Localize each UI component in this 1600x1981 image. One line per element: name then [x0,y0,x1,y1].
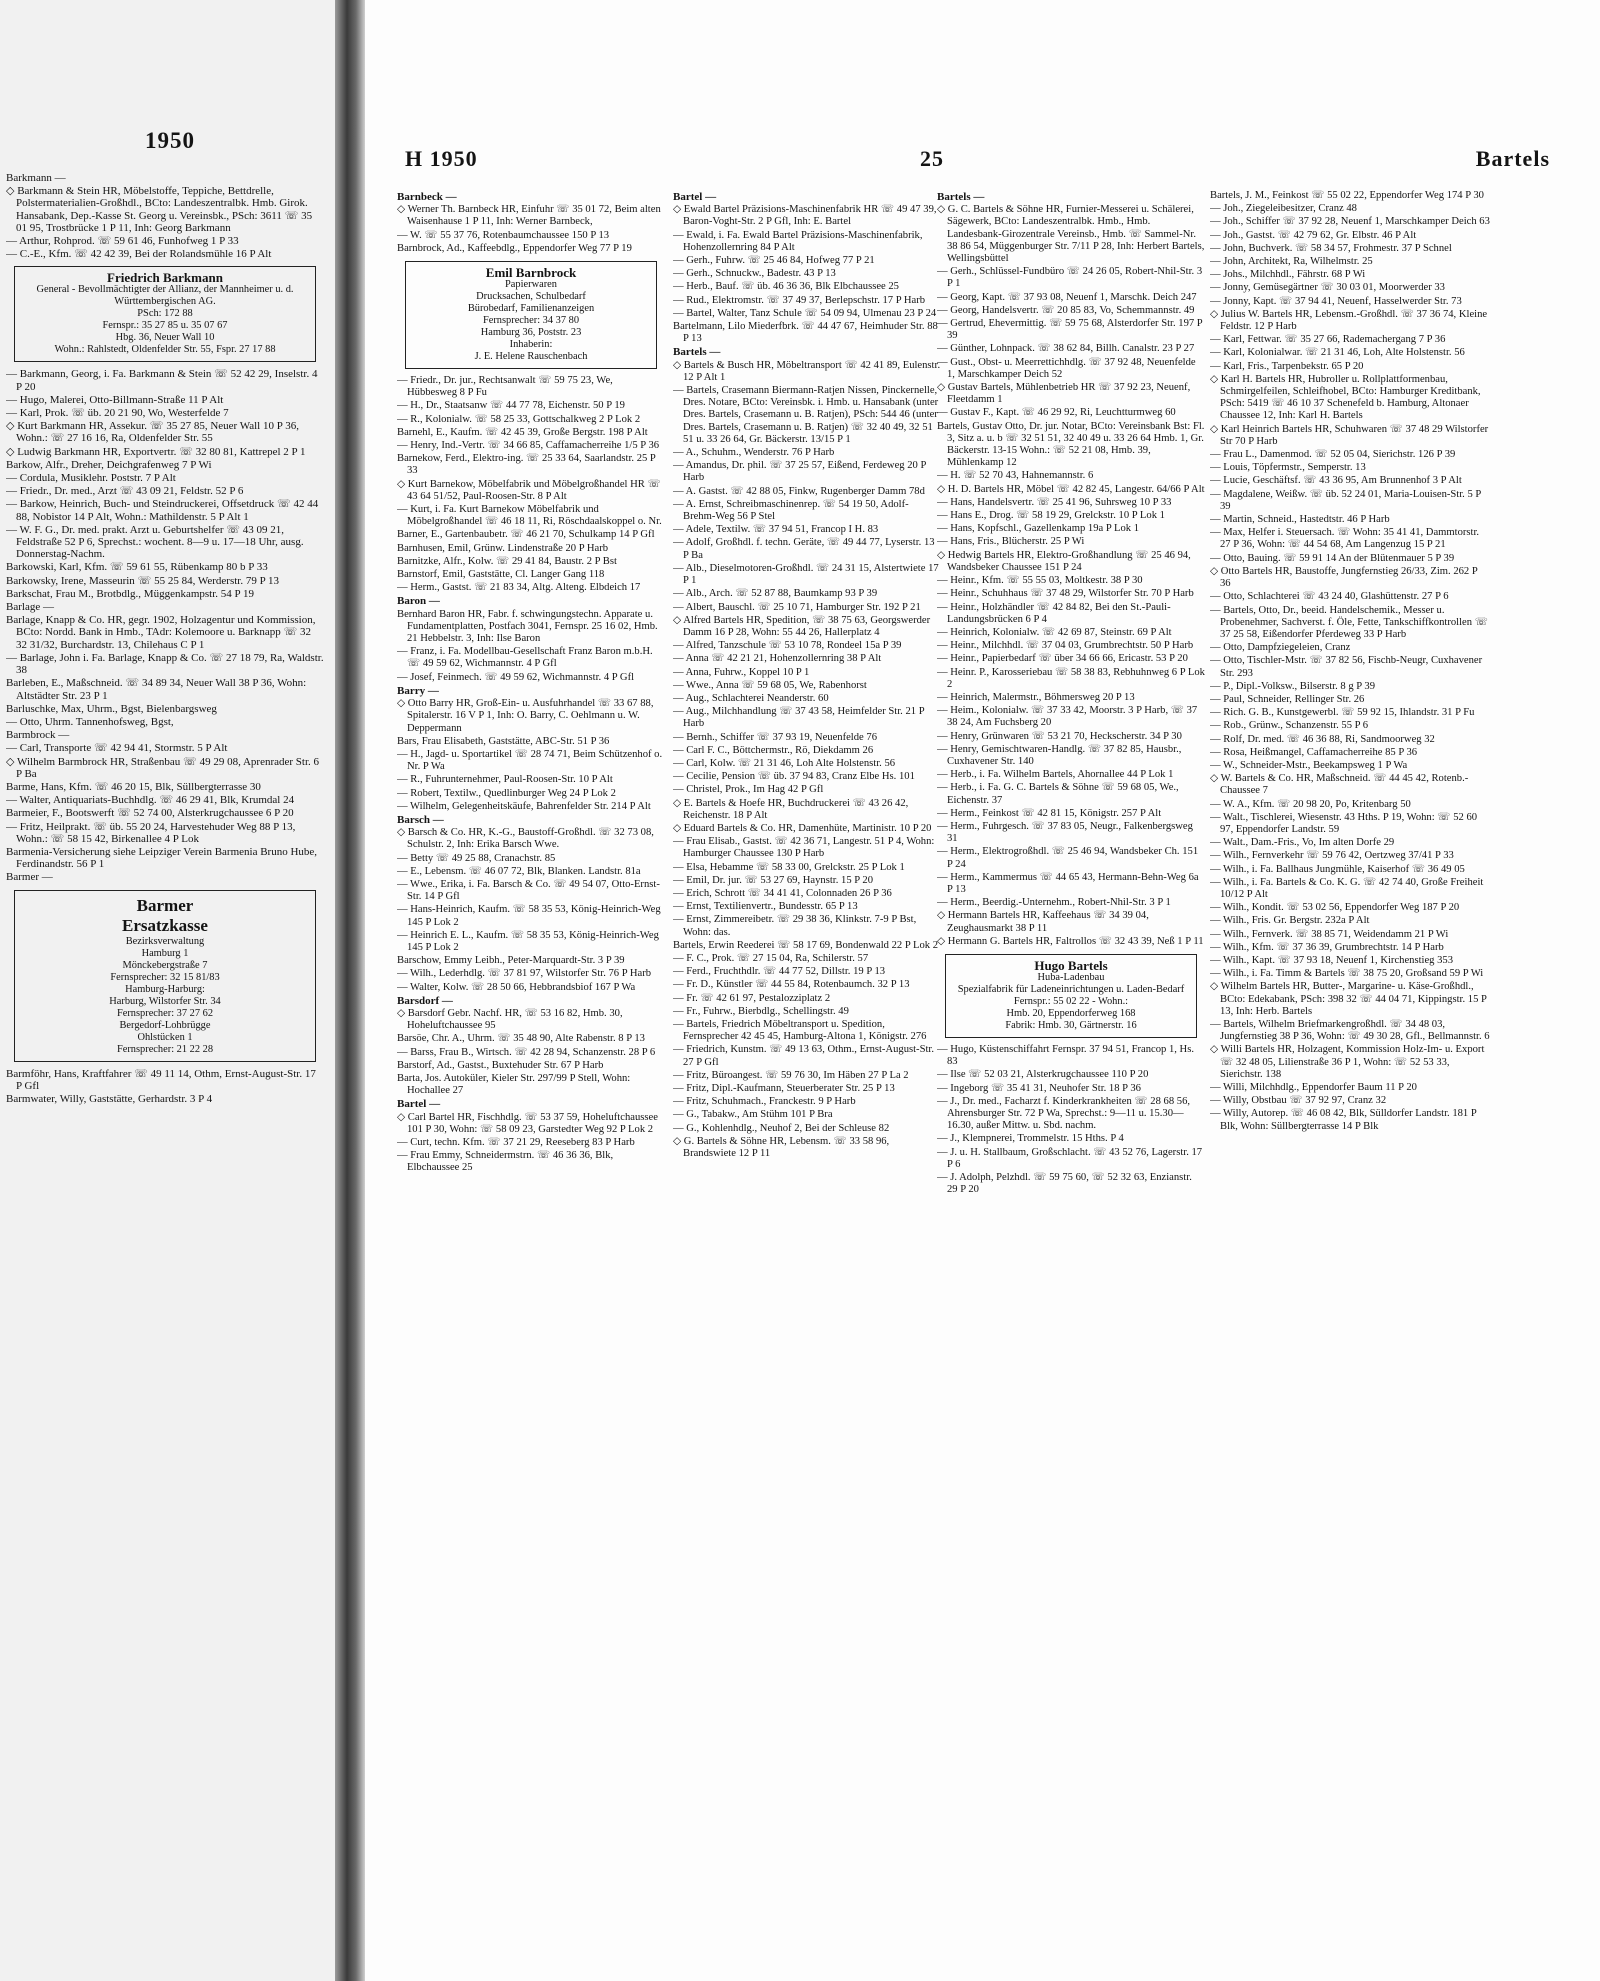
advert-line: Hbg. 36, Neuer Wall 10 [115,332,215,344]
directory-entry: — Carl, Kolw. ☏ 21 31 46, Loh Alte Holstenstr. 56 [673,757,896,769]
directory-entry: Barstorf, Ad., Gastst., Buxtehuder Str. 67 P Harb [397,1059,604,1071]
left-page-column [6,172,324,1106]
directory-entry: — E., Lebensm. ☏ 46 07 72, Blk, Blanken. Landstr. 81a [397,865,641,877]
directory-entry: Barmer — [6,871,53,884]
directory-entry: ◇ Kurt Barkmann HR, Assekur. ☏ 35 27 85, Neuer Wall 10 P 36, Wohn.: ☏ 27 16 16, Ra, Oldenfelder Str. 55 [6,420,299,445]
directory-entry: — Walter, Antiquariats-Buchhdlg. ☏ 46 29 41, Blk, Krumdal 24 [6,794,295,807]
directory-entry: — Gerh., Fuhrw. ☏ 25 46 84, Hofweg 77 P 21 [673,255,875,267]
advert-line: Ersatzkasse [122,915,208,935]
directory-entry: — Emil, Dr. jur. ☏ 53 27 69, Haynstr. 15 P 20 [673,874,874,886]
directory-entry: — Hans, Kopfschl., Gazellenkamp 19a P Lok 1 [937,523,1140,535]
advert-title: Emil Barnbrock [485,265,577,281]
directory-entry: — Curt, techn. Kfm. ☏ 37 21 29, Reeseberg 83 P Harb [397,1137,635,1148]
directory-entry: — Wilh., Fernverkehr ☏ 59 76 42, Oertzweg 37/41 P 33 [1210,850,1454,862]
directory-entry: — Heinr., Schuhhaus ☏ 37 48 29, Wilstorfer Str. 70 P Harb [937,588,1194,600]
advert-line: Ohlstücken 1 [137,1031,193,1043]
advert-line: Harburg, Wilstorfer Str. 34 [109,995,221,1007]
advert-barnbrock [405,261,657,369]
directory-entry: — Alfred, Tanzschule ☏ 53 10 78, Rondeel 15a P 39 [673,640,902,652]
advert-line: Papierwaren [505,279,557,291]
directory-entry: — Wilh., Kapt. ☏ 37 93 18, Neuenf 1, Kirchenstieg 353 [1210,954,1453,966]
advert-line: J. E. Helene Rauschenbach [474,351,588,363]
directory-entry: — Heim., Kolonialw. ☏ 37 33 42, Moorstr. 3 P Harb, ☏ 37 38 24, Am Fuchsberg 20 [937,705,1198,729]
directory-entry: — P., Dipl.-Volksw., Bilserstr. 8 g P 39 [1210,680,1376,692]
directory-entry: — R., Kolonialw. ☏ 58 25 33, Gottschalkweg 2 P Lok 2 [397,413,641,425]
directory-entry: — Herb., Bauf. ☏ üb. 46 36 36, Blk Elbchaussee 25 [673,281,899,293]
directory-entry: Barmwater, Willy, Gaststätte, Gerhardstr. 3 P 4 [6,1092,213,1105]
directory-entry: ◇ Otto Barry HR, Groß-Ein- u. Ausfuhrhandel ☏ 33 67 88, Spitalerstr. 16 V P 1, Inh: O. Barry, C. Oehlmann u. W. Deppermann [397,698,654,734]
advert-line: Fernsprecher: 21 22 28 [116,1043,214,1055]
directory-entry: — Elsa, Hebamme ☏ 58 33 00, Grelckstr. 25 P Lok 1 [673,861,905,873]
directory-entry: — J., Dr. med., Facharzt f. Kinderkrankheiten ☏ 28 68 56, Ahrensburger Str. 72 P Wa, Sprechst.: 9—11 u. 15.30—16.30, außer Mittw. u. Sbd. nachm. [937,1095,1191,1132]
directory-entry: — Barlage, John i. Fa. Barlage, Knapp & Co. ☏ 27 18 79, Ra, Waldstr. 38 [6,651,324,677]
advert-line: Fernspr.: 55 02 22 - Wohn.: [1013,995,1129,1007]
advert-hugo-bartels [945,954,1197,1038]
advert-title: Hugo Bartels [1034,957,1108,973]
advert-title: Friedrich Barkmann [107,270,223,286]
directory-entry: — Wilh., Lederhdlg. ☏ 37 81 97, Wilstorfer Str. 76 P Harb [397,968,652,980]
directory-entry: — Aug., Milchhandlung ☏ 37 43 58, Heimfelder Str. 21 P Harb [673,706,925,730]
directory-entry: Barnstorf, Emil, Gaststätte, Cl. Langer Gang 118 [397,569,605,581]
column-3-entries-a [937,191,1205,948]
advert-line: Huba-Ladenbau [1037,971,1105,983]
directory-entry: — Bartels, Friedrich Möbeltransport u. Spedition, Fernsprecher 42 45 45, Hamburg-Altona 1, Königstr. 276 [673,1019,927,1043]
directory-entry: Barnekow, Ferd., Elektro-ing. ☏ 25 33 64, Saarlandstr. 25 P 33 [397,453,656,477]
advert-line: Bezirksverwaltung [125,935,205,947]
directory-entry: — Willi, Milchhdlg., Eppendorfer Baum 11 P 20 [1210,1082,1417,1094]
directory-entry: — Gerh., Schlüssel-Fundbüro ☏ 24 26 05, Robert-Nhil-Str. 3 P 1 [937,266,1203,290]
directory-entry: — Wilhelm, Gelegenheitskäufe, Bahrenfelder Str. 214 P Alt [397,800,651,812]
directory-entry: Bars, Frau Elisabeth, Gaststätte, ABC-Str. 51 P 36 [397,735,610,747]
directory-entry: — Arthur, Rohprod. ☏ 59 61 46, Funhofweg 1 P 33 [6,235,239,248]
directory-entry: Barsdorf — [397,994,453,1007]
advert-line: Hamburg-Harburg: [125,983,205,995]
directory-entry: — Cordula, Musiklehr. Poststr. 7 P Alt [6,472,176,485]
directory-entry: — R., Fuhrunternehmer, Paul-Roosen-Str. 10 P Alt [397,774,613,786]
directory-entry: Barluschke, Max, Uhrm., Bgst, Bielenbargsweg [6,702,217,715]
directory-entry: — John, Architekt, Ra, Wilhelmstr. 25 [1210,256,1373,268]
directory-entry: Barta, Jos. Autoküler, Kieler Str. 297/99 P Stell, Wohn: Hochallee 27 [397,1072,631,1097]
column-1 [397,190,665,1176]
directory-entry: — Joh., Gastst. ☏ 42 79 62, Gr. Elbstr. 46 P Alt [1210,229,1417,241]
directory-entry: Barner, E., Gartenbaubetr. ☏ 46 21 70, Schulkamp 14 P Gfl [397,529,655,541]
directory-entry: ◇ G. C. Bartels & Söhne HR, Furnier-Messerei u. Schälerei, Sägewerk, BCto: Landeszentralbk. Hmb., Hmb. Landesbank-Girozentrale Vereinsb., Hmb. ☏ Sammel-Nr. 38 86 54, Müggenburger Str. 7/11 P 28, Inh: Herbert Bartels, Wellingsbüttel [937,204,1205,265]
directory-entry: — Josef, Feinmech. ☏ 49 59 62, Wichmannstr. 4 P Gfl [397,671,635,683]
column-2 [673,190,941,1161]
directory-entry: — Karl, Fris., Tarpenbekstr. 65 P 20 [1210,360,1364,372]
directory-entry: ◇ Barkmann & Stein HR, Möbelstoffe, Teppiche, Bettdrelle, Polstermaterialien-Großhdl., BCto: Landeszentralbk. Hmb. Girok. Hansabank, Dep.-Kasse St. Georg u. Vereinsbk., PSch: 3611 ☏ 35 01 95, Trostbrücke 1 P 11, Inh: Georg Barkmann [6,185,313,234]
directory-entry: — Otto, Tischler-Mstr. ☏ 37 82 56, Fischb-Neugr, Cuxhavener Str. 293 [1210,655,1483,679]
directory-entry: — Otto, Dampfziegeleien, Cranz [1210,642,1351,654]
directory-entry: — Barkmann, Georg, i. Fa. Barkmann & Stein ☏ 52 42 29, Inselstr. 4 P 20 [6,368,318,393]
directory-entry: ◇ Karl Heinrich Bartels HR, Schuhwaren ☏ 37 48 29 Wilstorfer Str 70 P Harb [1210,423,1489,447]
column-1-entries-b [397,375,665,1175]
directory-entry: ◇ Hermann Bartels HR, Kaffeehaus ☏ 34 39 04, Zeughausmarkt 38 P 11 [937,910,1149,934]
page-header-left: H 1950 [405,146,478,171]
directory-entry: — Heinrich, Kolonialw. ☏ 42 69 87, Steinstr. 69 P Alt [937,626,1172,638]
advert-line: Fernsprecher: 34 37 80 [482,315,580,327]
directory-entry: — Rosa, Heißmangel, Caffamacherreihe 85 P 36 [1210,746,1418,758]
directory-entry: — Anna ☏ 42 21 21, Hohenzollernring 38 P Alt [673,653,882,665]
directory-entry: Barnhusen, Emil, Grünw. Lindenstraße 20 P Harb [397,542,609,554]
directory-entry: ◇ Julius W. Bartels HR, Lebensm.-Großhdl. ☏ 37 36 74, Kleine Feldstr. 12 P Harb [1210,308,1488,333]
directory-entry: — W. F. G., Dr. med. prakt. Arzt u. Geburtshelfer ☏ 43 09 21, Feldstraße 52 P 6, Sprechst.: wochent. 8—9 u. 17—18 Uhr, ausg. Donnerstag-Nachm. [6,523,304,561]
directory-entry: — Rud., Elektromstr. ☏ 37 49 37, Berlepschstr. 17 P Harb [673,294,926,306]
directory-entry: — W. ☏ 55 37 76, Rotenbaumchaussee 150 P 13 [397,229,610,241]
directory-entry: — Otto, Bauing. ☏ 59 91 14 An der Blütenmauer 5 P 39 [1210,552,1455,564]
advert-line: Fabrik: Hmb. 30, Gärtnerstr. 16 [1005,1019,1137,1031]
directory-entry: — Walter, Kolw. ☏ 28 50 66, Hebbrandsbiof 167 P Wa [397,981,636,993]
advert-line: Wohn.: Rahlstedt, Oldenfelder Str. 55, Fspr. 27 17 88 [54,344,276,356]
directory-entry: — Wilh., Fernverk. ☏ 38 85 71, Weidendamm 21 P Wi [1210,928,1449,940]
directory-entry: ◇ Willi Bartels HR, Holzagent, Kommission Holz-Im- u. Export ☏ 32 48 05, Lilienstraße 36 P 1, Wohn: ☏ 52 53 33, Sierichstr. 138 [1210,1044,1485,1080]
directory-entry: — Jonny, Kapt. ☏ 37 94 41, Neuenf, Hasselwerder Str. 73 [1210,295,1462,307]
directory-entry: Barmbrock — [6,729,70,742]
directory-entry: — C.-E., Kfm. ☏ 42 42 39, Bei der Rolandsmühle 16 P Alt [6,248,272,261]
advert-title: Barmer [136,895,194,915]
directory-entry: — Jonny, Gemüsegärtner ☏ 30 03 01, Moorwerder 33 [1210,282,1445,294]
advert-barmer [14,890,316,1062]
directory-entry: — Herm., Fuhrgesch. ☏ 37 83 05, Neugr., Falkenbergsweg 31 [937,820,1193,845]
directory-entry: — Amandus, Dr. phil. ☏ 37 25 57, Eißend, Ferdeweg 20 P Harb [673,460,926,484]
advert-line: Hamburg 1 [141,947,189,959]
directory-entry: — Ferd., Fruchthdlr. ☏ 44 77 52, Dillstr. 19 P 13 [673,966,886,978]
directory-entry: — Wilh., i. Fa. Ballhaus Jungmühle, Kaiserhof ☏ 36 49 05 [1210,863,1465,875]
directory-entry: — Alb., Arch. ☏ 52 87 88, Baumkamp 93 P 39 [673,588,878,600]
directory-entry: — Joh., Ziegeleibesitzer, Cranz 48 [1210,203,1357,215]
directory-entry: Barkowski, Karl, Kfm. ☏ 59 61 55, Rübenkamp 80 b P 33 [6,561,268,574]
directory-entry: — Heinr., Kfm. ☏ 55 55 03, Moltkestr. 38 P 30 [937,575,1143,587]
directory-entry: — Frau Emmy, Schneidermstrn. ☏ 46 36 36, Blk, Elbchaussee 25 [397,1150,614,1174]
directory-entry: Barmföhr, Hans, Kraftfahrer ☏ 49 11 14, Othm, Ernst-August-Str. 17 P Gfl [6,1067,316,1092]
directory-entry: Barnbeck — [397,191,457,203]
advert-line: Inhaberin: [509,339,553,351]
book-gutter [335,0,365,1981]
right-page [365,0,1600,1981]
directory-entry: — Joh., Schiffer ☏ 37 92 28, Neuenf 1, Marschkamper Deich 63 [1210,216,1490,228]
column-1-entries-a [397,191,665,255]
directory-entry: — Bartels, Wilhelm Briefmarkengroßhdl. ☏ 34 48 03, Jungfernstieg 38 P 36, Wohn: ☏ 49 30 28, Gfl., Bellmannstr. 6 [1210,1019,1490,1043]
directory-entry: — Otto, Schlachterei ☏ 43 24 40, Glashüttenstr. 27 P 6 [1210,591,1449,603]
directory-entry: — Louis, Töpfermstr., Semperstr. 13 [1210,462,1366,474]
directory-entry: ◇ Hermann G. Bartels HR, Faltrollos ☏ 32 43 39, Neß 1 P 11 [937,935,1204,947]
directory-entry: — Henry, Ind.-Vertr. ☏ 34 66 85, Caffamacherreihe 1/5 P 36 [397,440,660,452]
directory-entry: — Heinr., Milchhdl. ☏ 37 04 03, Grumbrechtstr. 50 P Harb [937,640,1194,652]
directory-entry: Barnitzke, Alfr., Kolw. ☏ 29 41 84, Baustr. 2 P Bst [397,555,617,567]
directory-entry: — H. ☏ 52 70 43, Hahnemannstr. 6 [937,470,1094,482]
directory-entry: Bartel — [397,1098,441,1111]
directory-entry: Barkschat, Frau M., Brotbdlg., Müggenkampstr. 54 P 19 [6,587,254,600]
directory-entry: Barnbrock, Ad., Kaffeebdlg., Eppendorfer Weg 77 P 19 [397,242,632,254]
directory-entry: — Franz, i. Fa. Modellbau-Gesellschaft Franz Baron m.b.H. ☏ 49 59 62, Wichmannstr. 4 P Gfl [397,646,653,670]
directory-entry: — Carl, Transporte ☏ 42 94 41, Stormstr. 5 P Alt [6,742,228,755]
directory-entry: ◇ Kurt Barnekow, Möbelfabrik und Möbelgroßhandel HR ☏ 43 64 51/52, Paul-Roosen-Str. 8 P Alt [397,478,661,502]
directory-entry: Bartels, Erwin Reederei ☏ 58 17 69, Bondenwald 22 P Lok 2 [673,939,938,951]
directory-entry: ◇ Otto Bartels HR, Baustoffe, Jungfernstieg 26/33, Zim. 262 P 36 [1210,565,1478,590]
directory-entry: — Heinr. P., Karosseriebau ☏ 58 38 83, Rebhuhnweg 6 P Lok 2 [937,666,1205,690]
column-3-entries-b [937,1044,1205,1196]
directory-entry: — Henry, Grünwaren ☏ 53 21 70, Heckscherstr. 34 P 30 [937,730,1182,742]
directory-entry: — G., Kohlenhdlg., Neuhof 2, Bei der Schleuse 82 [673,1122,890,1134]
directory-entry: — Herb., i. Fa. G. C. Bartels & Söhne ☏ 59 68 05, We., Eichenstr. 37 [937,782,1179,806]
directory-entry: — Gustav F., Kapt. ☏ 46 29 92, Ri, Leuchtturmweg 60 [937,407,1176,419]
directory-entry: — Adele, Textilw. ☏ 37 94 51, Francop I H. 83 [673,524,879,536]
advert-line: PSch: 172 88 [137,308,193,320]
advert-line: Fernspr.: 35 27 85 u. 35 07 67 [102,320,228,332]
directory-entry: — Carl F. C., Böttchermstr., Rö, Diekdamm 26 [673,744,874,756]
directory-entry: Barry — [397,684,439,697]
directory-entry: — Johs., Milchhdl., Fährstr. 68 P Wi [1210,269,1366,281]
directory-entry: — Fritz, Büroangest. ☏ 59 76 30, Im Häben 27 P La 2 [673,1069,909,1081]
directory-entry: — Erich, Schrott ☏ 34 41 41, Colonnaden 26 P 36 [673,887,892,899]
directory-entry: ◇ G. Bartels & Söhne HR, Lebensm. ☏ 33 58 96, Brandswiete 12 P 11 [673,1135,890,1160]
directory-entry: — Albert, Bauschl. ☏ 25 10 71, Hamburger Str. 192 P 21 [673,601,921,613]
directory-entry: Barmenia-Versicherung siehe Leipziger Verein Barmenia Bruno Hube, Ferdinandstr. 56 P 1 [6,845,318,871]
directory-entry: — Bernh., Schiffer ☏ 37 93 19, Neuenfelde 76 [673,731,877,743]
directory-entry: — Heinr., Holzhändler ☏ 42 84 82, Bei den St.-Pauli-Landungsbrücken 6 P 4 [937,601,1171,625]
directory-entry: ◇ Alfred Bartels HR, Spedition, ☏ 38 75 63, Georgswerder Damm 16 P 28, Wohn: 55 44 26, Hallerplatz 4 [673,614,931,638]
directory-entry: Bartel — [673,191,717,203]
directory-entry: — Barss, Frau B., Wirtsch. ☏ 42 28 94, Schanzenstr. 28 P 6 [397,1046,656,1058]
directory-entry: — W., Schneider-Mstr., Beekampsweg 1 P Wa [1210,759,1408,771]
page-number: 25 [920,146,944,171]
directory-entry: — A. Ernst, Schreibmaschinenrep. ☏ 54 19 50, Adolf-Brehm-Weg 56 P Stel [673,498,909,523]
directory-entry: — Karl, Kolonialwar. ☏ 21 31 46, Loh, Alte Holstenstr. 56 [1210,347,1465,359]
directory-entry: — Herm., Kammermus ☏ 44 65 43, Hermann-Behn-Weg 6a P 13 [937,871,1199,895]
directory-entry: — Hans, Fris., Blücherstr. 25 P Wi [937,536,1085,548]
directory-entry: ◇ Bartels & Busch HR, Möbeltransport ☏ 42 41 89, Eulenstr. 12 P Alt 1 [673,359,941,383]
directory-entry: — Rob., Grünw., Schanzenstr. 55 P 6 [1210,720,1369,732]
directory-entry: — Wwe., Erika, i. Fa. Barsch & Co. ☏ 49 54 07, Otto-Ernst-Str. 14 P Gfl [397,878,660,903]
directory-entry: — Georg, Kapt. ☏ 37 93 08, Neuenf 1, Marschk. Deich 247 [937,291,1197,303]
directory-entry: — Friedr., Dr. med., Arzt ☏ 43 09 21, Feldstr. 52 P 6 [6,485,244,498]
advert-line: Drucksachen, Schulbedarf [476,291,586,303]
directory-entry: Barschow, Emmy Leibh., Peter-Marquardt-Str. 3 P 39 [397,955,625,967]
directory-entry: Barkowsky, Irene, Masseurin ☏ 55 25 84, Werderstr. 79 P 13 [6,574,280,587]
directory-entry: — Frau Elisab., Gastst. ☏ 42 36 71, Langestr. 51 P 4, Wohn: Hamburger Chaussee 130 P Harb [673,836,935,860]
directory-entry: — A. Gastst. ☏ 42 88 05, Finkw, Rugenberger Damm 78d [673,485,925,497]
directory-entry: — Willy, Obstbau ☏ 37 92 97, Cranz 32 [1210,1095,1387,1107]
directory-entry: — Rolf, Dr. med. ☏ 46 36 88, Ri, Sandmoorweg 32 [1210,733,1435,745]
directory-entry: — Max, Helfer i. Steuersach. ☏ Wohn: 35 41 41, Dammtorstr. 27 P 36, Wohn: ☏ 44 54 68, Am Langenzug 15 P 21 [1210,527,1480,551]
directory-entry: — Herm., Elektrogroßhdl. ☏ 25 46 94, Wandsbeker Ch. 151 P 24 [937,846,1199,870]
directory-entry: — Walt., Dam.-Fris., Vo, Im alten Dorfe 29 [1210,837,1395,849]
directory-entry: — Hugo, Küstenschiffahrt Fernspr. 37 94 51, Francop 1, Hs. 83 [937,1043,1194,1068]
directory-entry: — Wilh., i. Fa. Timm & Bartels ☏ 38 75 20, Großsand 59 P Wi [1210,968,1484,980]
directory-entry: — Fritz, Dipl.-Kaufmann, Steuerberater Str. 25 P 13 [673,1083,895,1095]
directory-entry: — Barkow, Heinrich, Buch- und Steindruckerei, Offsetdruck ☏ 42 44 88, Nobistor 14 P Alt, Wohn.: Mathildenstr. 5 P Alt 1 [6,498,319,523]
advert-line: Hamburg 36, Poststr. 23 [480,327,582,339]
directory-entry: ◇ Hedwig Bartels HR, Elektro-Großhandlung ☏ 25 46 94, Wandsbeker Chaussee 151 P 24 [937,549,1191,573]
directory-entry: — Fr., Fuhrw., Bierbdlg., Schellingstr. 49 [673,1005,849,1017]
directory-entry: — Otto, Uhrm. Tannenhofsweg, Bgst, [6,715,174,728]
directory-entry: — H., Jagd- u. Sportartikel ☏ 28 74 71, Beim Schützenhof o. Nr. P Wa [397,748,663,773]
directory-entry: — Robert, Textilw., Quedlinburger Weg 24 P Lok 2 [397,787,616,799]
directory-entry: — Heinrich, Malermstr., Böhmersweg 20 P 13 [937,691,1135,703]
advert-line: Mönckebergstraße 7 [122,959,208,971]
directory-entry: — G., Tabakw., Am Stühm 101 P Bra [673,1109,833,1121]
directory-entry: — Lucie, Geschäftsf. ☏ 43 36 95, Am Brunnenhof 3 P Alt [1210,475,1462,487]
directory-entry: — Adolf, Großhdl. f. techn. Geräte, ☏ 49 44 77, Lyserstr. 13 P Ba [673,537,935,561]
directory-entry: ◇ Eduard Bartels & Co. HR, Damenhüte, Martinistr. 10 P 20 [673,822,932,834]
directory-entry: — Rich. G. B., Kunstgewerbl. ☏ 59 92 15, Ihlandstr. 31 P Fu [1210,707,1475,719]
directory-entry: — Cecilie, Pension ☏ üb. 37 94 83, Cranz Elbe Hs. 101 [673,771,915,783]
directory-entry: Bernhard Baron HR, Fabr. f. schwingungstechn. Apparate u. Fundamentplatten, Postfach 3041, Fernspr. 25 16 02, Hmb. 21 Hebbelstr. 3, Inh: Ilse Baron [397,608,658,645]
directory-entry: Barkmann — [6,172,66,184]
directory-entry: Baron — [397,595,440,608]
directory-entry: — Wilh., Kondit. ☏ 53 02 56, Eppendorfer Weg 187 P 20 [1210,902,1460,914]
directory-entry: — Alb., Dieselmotoren-Großhdl. ☏ 24 31 15, Alstertwiete 17 P 1 [673,562,939,587]
directory-entry: — Fr. ☏ 42 61 97, Pestalozziplatz 2 [673,992,831,1004]
directory-entry: — Heinrich E. L., Kaufm. ☏ 58 35 53, König-Heinrich-Weg 145 P Lok 2 [397,929,659,953]
directory-entry: Bartels, J. M., Feinkost ☏ 55 02 22, Eppendorfer Weg 174 P 30 [1210,190,1484,201]
left-page-header: 1950 [145,128,195,153]
directory-entry: — Willy, Autorep. ☏ 46 08 42, Blk, Sülldorfer Landstr. 181 P Blk, Wohn: Süllbergterrasse 14 P Blk [1210,1108,1477,1132]
directory-entry: — Heinr., Papierbedarf ☏ über 34 66 66, Ericastr. 53 P 20 [937,653,1188,665]
directory-entry: — Hans, Handelsvertr. ☏ 25 41 96, Suhrsweg 10 P 33 [937,496,1172,508]
directory-entry: — Ingeborg ☏ 35 41 31, Neuhofer Str. 18 P 36 [937,1082,1141,1094]
directory-entry: — J. Adolph, Pelzhdl. ☏ 59 75 60, ☏ 52 32 63, Enzianstr. 29 P 20 [937,1172,1192,1196]
directory-entry: — Aug., Schlachterei Neanderstr. 60 [673,692,829,704]
directory-entry: — Magdalene, Weißw. ☏ üb. 52 24 01, Maria-Louisen-Str. 5 P 39 [1210,488,1481,512]
directory-entry: — Ilse ☏ 52 03 21, Alsterkrugchaussee 110 P 20 [937,1069,1149,1081]
advert-line: General - Bevollmächtigter der Allianz, der Mannheimer u. d. Württembergischen AG. [36,284,294,308]
directory-entry: Barsch — [397,813,444,826]
directory-entry: — Kurt, i. Fa. Kurt Barnekow Möbelfabrik und Möbelgroßhandel ☏ 46 18 11, Ri, Röschdaalskoppel o. Nr. [397,504,662,528]
directory-entry: — Georg, Handelsvertr. ☏ 20 85 83, Vo, Schemmannstr. 49 [937,304,1195,316]
directory-entry: Barnehl, E., Kaufm. ☏ 42 45 39, Große Bergstr. 198 P Alt [397,426,648,438]
directory-entry: Barlage — [6,601,54,614]
directory-entry: — Martin, Schneid., Hastedtstr. 46 P Harb [1210,514,1390,526]
directory-entry: — F. C., Prok. ☏ 27 15 04, Ra, Schilerstr. 57 [673,952,869,964]
directory-entry: — J. u. H. Stallbaum, Großschlacht. ☏ 43 52 76, Lagerstr. 17 P 6 [937,1146,1203,1170]
directory-entry: ◇ Gustav Bartels, Mühlenbetrieb HR ☏ 37 92 23, Neuenf, Fleetdamm 1 [937,382,1191,406]
directory-entry: ◇ Werner Th. Barnbeck HR, Einfuhr ☏ 35 01 72, Beim alten Waisenhause 1 P 11, Inh: Werner Barnbeck, [397,204,661,228]
directory-entry: — Bartels, Otto, Dr., beeid. Handelschemik., Messer u. Probenehmer, Sachverst. f. Öle, Fette, Tankschiffkontrollen ☏ 37 25 58, Eißendorfer Pferdeweg 33 P Harb [1210,604,1488,640]
directory-entry: — Henry, Gemischtwaren-Handlg. ☏ 37 82 85, Hausbr., Cuxhavener Str. 140 [937,743,1182,767]
directory-entry: — Friedr., Dr. jur., Rechtsanwalt ☏ 59 75 23, We, Hübbesweg 8 P Fu [397,375,613,399]
directory-entry: ◇ Barsch & Co. HR, K.-G., Baustoff-Großhdl. ☏ 32 73 08, Schulstr. 2, Inh: Erika Barsch Wwe. [397,827,654,851]
directory-entry: — Ernst, Zimmereibetr. ☏ 29 38 36, Klinkstr. 7-9 P Bst, Wohn: das. [673,914,917,938]
directory-entry: — Wilh., Fris. Gr. Bergstr. 232a P Alt [1210,915,1370,927]
directory-entry: Bartels — [937,191,985,203]
directory-entry: Barlage, Knapp & Co. HR, gegr. 1902, Holzagentur und Kommission, BCto: Nordd. Bank in Hmb., TAdr: Kolemoore u. Barknapp ☏ 32 32 31/32, Burchardstr. 13, Chilehaus C P 1 [6,614,316,651]
advert-line: Fernsprecher: 37 27 62 [116,1007,214,1019]
directory-entry: — Ernst, Textilienvertr., Bundesstr. 65 P 13 [673,901,858,913]
directory-entry: ◇ Karl H. Bartels HR, Hubroller u. Rollplattformenbau, Schmirgelfeilen, Schleifhobel, BCto: Hamburger Kreditbank, PSch: 5419 ☏ 46 10 37 Schenefeld b. Hamburg, Altonaer Chaussee 12, Inh: Karl H. Bartels [1210,373,1481,422]
advert-line: Bergedorf-Lohbrügge [119,1019,211,1031]
directory-entry: — J., Klempnerei, Trommelstr. 15 Hths. P 4 [937,1133,1124,1145]
directory-entry: ◇ W. Bartels & Co. HR, Maßschneid. ☏ 44 45 42, Rotenb.-Chaussee 7 [1210,773,1469,797]
directory-entry: — Herm., Feinkost ☏ 42 81 15, Königstr. 257 P Alt [937,807,1162,819]
directory-entry: — Friedrich, Kunstm. ☏ 49 13 63, Othm., Ernst-August-Str. 27 P Gfl [673,1044,935,1068]
directory-entry: Barkow, Alfr., Dreher, Deichgrafenweg 7 P Wi [6,458,212,471]
advert-line: Hmb. 20, Eppendorferweg 168 [1006,1007,1136,1019]
directory-entry: ◇ Ludwig Barkmann HR, Exportvertr. ☏ 32 80 81, Kattrepel 2 P 1 [6,445,306,458]
directory-entry: — Walt., Tischlerei, Wiesenstr. 43 Hths. P 19, Wohn: ☏ 52 60 97, Eppendorfer Landstr. 59 [1210,811,1478,835]
directory-entry: — H., Dr., Staatsanw ☏ 44 77 78, Eichenstr. 50 P 19 [397,400,625,412]
directory-entry: — Betty ☏ 49 25 88, Cranachstr. 85 [397,852,556,864]
directory-entry: — Gertrud, Ehevermittig. ☏ 59 75 68, Alsterdorfer Str. 197 P 39 [937,318,1203,342]
directory-entry: ◇ Carl Bartel HR, Fischhdlg. ☏ 53 37 59, Hoheluftchaussee 101 P 30, Wohn: ☏ 58 09 23, Garstedter Weg 92 P Lok 2 [397,1111,658,1135]
directory-entry: — Wilh., i. Fa. Bartels & Co. K. G. ☏ 42 74 40, Große Freiheit 10/12 P Alt [1210,876,1484,900]
directory-entry: — Bartels, Crasemann Biermann-Ratjen Nissen, Pinckernelle, Dres. Notare, BCto: Vereinsbk. i. Hmb. u. Hansabank (unter Dres. Bartels, Crasemann u. B. Ratjen), PSch: 544 46 (unter Dres. Bartels, Crasemann u. B. Ratjen) ☏ 32 40 49, 32 51 51 u. 33 26 64, Gr. Bäckerstr. 13/15 P 1 [673,385,939,445]
column-3 [937,190,1205,1197]
directory-entry: — Gerh., Schnuckw., Badestr. 43 P 13 [673,268,836,280]
directory-entry: — Herm., Gastst. ☏ 21 83 34, Altg. Alteng. Elbdeich 17 [397,582,641,594]
directory-entry: — A., Schuhm., Wenderstr. 76 P Harb [673,447,835,459]
directory-entry: Bartels — [673,346,721,359]
directory-entry: Barme, Hans, Kfm. ☏ 46 20 15, Blk, Süllbergterrasse 30 [6,780,261,793]
directory-entry: ◇ H. D. Bartels HR, Möbel ☏ 42 82 45, Langestr. 64/66 P Alt [937,483,1205,495]
page-header-right: Bartels [1475,146,1550,171]
directory-entry: — Ewald, i. Fa. Ewald Bartel Präzisions-Maschinenfabrik, Hohenzollernring 84 P Alt [673,229,923,253]
advert-line: Bürobedarf, Familienanzeigen [467,303,595,315]
directory-entry: — Fritz, Schuhmach., Franckestr. 9 P Harb [673,1096,856,1108]
directory-entry: ◇ Wilhelm Bartels HR, Butter-, Margarine- u. Käse-Großhdl., BCto: Edekabank, PSch: 398 32 ☏ 44 04 71, Kippingstr. 15 P 13, Inh: Herb. Bartels [1210,981,1487,1017]
directory-entry: — Wilh., Kfm. ☏ 37 36 39, Grumbrechtstr. 14 P Harb [1210,941,1444,953]
directory-entry: — Hans-Heinrich, Kaufm. ☏ 58 35 53, König-Heinrich-Weg 145 P Lok 2 [397,904,661,928]
directory-entry: — John, Buchverk. ☏ 58 34 57, Frohmestr. 37 P Schnel [1210,242,1452,254]
directory-entry: — Christel, Prok., Im Hag 42 P Gfl [673,784,824,796]
directory-entry: ◇ Ewald Bartel Präzisions-Maschinenfabrik HR ☏ 49 47 39, Baron-Voght-Str. 2 P Gfl, Inh: E. Bartel [673,204,937,228]
advert-line: Spezialfabrik für Ladeneinrichtungen u. Laden-Bedarf [957,983,1185,995]
directory-entry: Barleben, E., Maßschneid. ☏ 34 89 34, Neuer Wall 38 P 36, Wohn: Altstädter Str. 23 P 1 [6,677,307,702]
directory-entry: Bartels, Gustav Otto, Dr. jur. Notar, BCto: Vereinsbank Bst: Fl. 3, Sitz a. u. b ☏ 32 51 51, 32 40 49 u. 33 26 64 Hmb. 1, Gr. Bäckerstr. 13-15 Wohn.: ☏ 52 21 08, Hmb. 39, Mühlenkamp 12 [937,420,1205,469]
directory-entry: Barsöe, Chr. A., Uhrm. ☏ 35 48 90, Alte Rabenstr. 8 P 13 [397,1033,645,1045]
directory-entry: ◇ Wilhelm Barmbrock HR, Straßenbau ☏ 49 29 08, Aprenrader Str. 6 P Ba [6,755,320,780]
directory-entry: ◇ Barsdorf Gebr. Nachf. HR, ☏ 53 16 82, Hmb. 30, Hoheluftchaussee 95 [397,1007,623,1032]
directory-entry: — Paul, Schneider, Rellinger Str. 26 [1210,693,1365,705]
directory-entry: — Günther, Lohnpack. ☏ 38 62 84, Billh. Canalstr. 23 P 27 [937,343,1195,355]
directory-entry: — Herb., i. Fa. Wilhelm Bartels, Ahornallee 44 P Lok 1 [937,769,1174,781]
directory-entry: — Fritz, Heilprakt. ☏ üb. 55 20 24, Harvestehuder Weg 88 P 13, Wohn.: ☏ 58 15 42, Birkenallee 4 P Lok [6,820,296,845]
advert-line: Fernsprecher: 32 15 81/83 [110,971,220,983]
directory-entry: — Hugo, Malerei, Otto-Billmann-Straße 11 P Alt [6,393,224,406]
directory-entry: — Wwe., Anna ☏ 59 68 05, We, Rabenhorst [673,679,867,691]
advert-barkmann [14,266,316,362]
directory-entry: — W. A., Kfm. ☏ 20 98 20, Po, Kritenbarg 50 [1210,798,1411,810]
directory-entry: ◇ E. Bartels & Hoefe HR, Buchdruckerei ☏ 43 26 42, Reichenstr. 18 P Alt [673,797,909,821]
directory-entry: — Karl, Prok. ☏ üb. 20 21 90, Wo, Westerfelde 7 [6,407,229,420]
directory-entry: Bartelmann, Lilo Miederfbrk. ☏ 44 47 67, Heimhuder Str. 88 P 13 [673,321,938,345]
directory-entry: — Frau L., Damenmod. ☏ 52 05 04, Sierichstr. 126 P 39 [1210,449,1456,461]
directory-entry: — Karl, Fettwar. ☏ 35 27 66, Rademachergang 7 P 36 [1210,334,1446,346]
left-page [0,0,335,1981]
directory-entry: — Anna, Fuhrw., Koppel 10 P 1 [673,666,810,678]
column-4 [1210,190,1490,1134]
directory-entry: — Bartel, Walter, Tanz Schule ☏ 54 09 94, Ulmenau 23 P 24 [673,307,937,319]
directory-entry: — Hans E., Drog. ☏ 58 19 29, Grelckstr. 10 P Lok 1 [937,510,1165,522]
directory-entry: — Fr. D., Künstler ☏ 44 55 84, Rotenbaumch. 32 P 13 [673,979,910,991]
directory-entry: — Gust., Obst- u. Meerrettichhdlg. ☏ 37 92 48, Neuenfelde 1, Marschkamper Deich 52 [937,356,1196,380]
directory-entry: Barmeier, F., Bootswerft ☏ 52 74 00, Alsterkrugchaussee 6 P 20 [6,807,294,820]
directory-entry: — Herm., Beerdig.-Unternehm., Robert-Nhil-Str. 3 P 1 [937,897,1171,909]
